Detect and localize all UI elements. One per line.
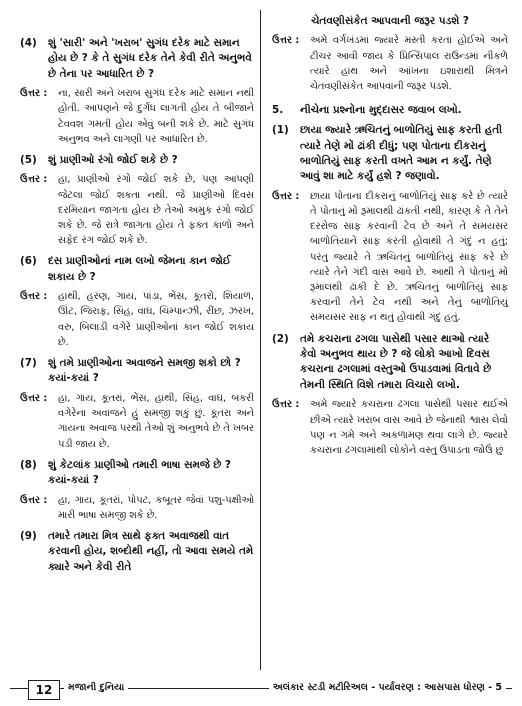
column-divider	[260, 10, 261, 670]
answer-label: ઉત્તર :	[20, 392, 48, 404]
left-column	[20, 30, 254, 575]
question-text: નીચેના પ્રશ્નોના મુદ્દાસર જવાબ લખો.	[300, 104, 462, 117]
answer-text: છાયા પોતાના દીકરાનું બાળોતિયું સાફ કરે છે ત્યારે તે પોતાનું મોં રૂમાલથી ઢાંકતી નથી, કારણ કે તે તેને દરરોજ સાફ કરવાની ટેવ છે અને તે સમયસર બાળોતિયાને સાફ કરતી હોવાથી તે ગંદું ન હતું; પરંતુ જ્યારે તે ઋચિતનું બાળોતિયું સાફ કરે છે ત્યારે તેને ગંદી વાસ આવે છે. આથી તે પોતાનું મોં રૂમાલથી ઢાંકી દે છે. ઋચિતનું બાળોતિયું સાફ કરવાની તેને ટેવ નથી અને તેનું બાળોતિયું સમયસર સાફ ન થતું હોવાથી ગંદું હતું.	[310, 190, 508, 324]
question-number: (7)	[20, 357, 37, 370]
question-number: (9)	[20, 529, 37, 542]
answer-label: ઉત્તર :	[20, 494, 48, 506]
question-text: તમારે તમારા મિત્ર સાથે ફક્ત અવાજથી વાત કરવાની હોય, શબ્દોથી નહીં, તો આવા સમયે તમે ક્યારે અને કેવી રીતે	[48, 529, 254, 573]
answer	[20, 391, 254, 452]
question-number: (2)	[272, 332, 289, 345]
question-number: (6)	[20, 255, 37, 268]
question-text: શું કેટલાંક પ્રાણીઓ તમારી ભાષા સમજે છે ? કયાં-કયાં ?	[48, 458, 231, 487]
answer-label: ઉત્તર :	[20, 88, 48, 100]
page-footer	[0, 678, 522, 700]
question-text: તમે કચરાના ઢગલા પાસેથી પસાર થાઓ ત્યારે કેવો અનુભવ થાય છે ? જે લોકો આખો દિવસ કચરાના ઢગલામાં વસ્તુઓ ઉપાડવામાં વિતાવે છે તેમની સ્થિતિ વિશે તમારા વિચારો લખો.	[300, 332, 492, 391]
page-number: 12	[28, 680, 60, 700]
question-number: (4)	[20, 37, 37, 49]
question	[20, 458, 254, 489]
answer	[20, 172, 254, 248]
answer	[20, 493, 254, 523]
answer-text: હાથી, હરણ, ગાય, પાંડા, ભેંસ, કૂતરો, શિયાળ, ઊંટ, જિરાફ, સિંહ, વાઘ, ચિમ્પાન્ઝી, રીંછ, ઝરખ, વરુ, બિલાડી વગેરે પ્રાણીઓનાં કાન જોઈ શકાય છે.	[58, 291, 254, 348]
question-text: શું તમે પ્રાણીઓના અવાજને સમજી શકો છો ? કયાં-કયાં ?	[48, 357, 241, 385]
answer	[272, 33, 508, 94]
question	[272, 332, 508, 394]
question	[20, 254, 254, 285]
answer-text: અમે જ્યારે કચરાના ઢગલા પાસેથી પસાર થઈએ છીએ ત્યારે ખરાબ વાસ આવે છે જેનાથી શ્વાસ લેવો પણ ન ગમે અને અકળામણ થવા લાગે છે. જ્યારે કચરાના ઢગલામાંથી લોકોને વસ્તુ ઉપાડતા જોઉં છું	[310, 399, 508, 456]
book-title: મજાની દુનિયા	[64, 682, 128, 693]
answer-text: હા, પ્રાણીઓ રંગો જોઈ શકે છે, પણ આપણી જેટલા જોઈ શકતા નથી. જે પ્રાણીઓ દિવસ દરમિયાન જાગતા હોય છે તેઓ અમુક રંગો જોઈ શકે છે. જે રાત્રે જાગતા હોય તે ફક્ત કાળો અને સફેદ રંગ જોઈ શકે છે.	[58, 174, 254, 247]
question	[20, 153, 254, 168]
question-number: 5.	[272, 104, 284, 117]
question	[20, 36, 254, 82]
right-column	[272, 14, 508, 458]
answer	[20, 289, 254, 350]
answer-text: હા, ગાય, કૂતરાં, ભેંસ, હાથી, સિંહ, વાઘ, બકરી વગેરેના અવાજને હું સમજી શકું છું. કૂતરા અને ગાયના અવાજ પરથી તેઓ શું અનુભવે છે તે ખબર પડી જાય છે.	[58, 392, 254, 450]
question-text: દસ પ્રાણીઓનાં નામ લખો જેમના કાન જોઈ શકાય છે ?	[48, 255, 231, 283]
answer-label: ઉત્તર :	[20, 174, 48, 186]
continued-question: ચેતવણીસંકેત આપવાની જરૂર પડશે ?	[311, 15, 469, 27]
answer	[20, 86, 254, 147]
question-number: (1)	[272, 124, 289, 137]
answer-label: ઉત્તર :	[272, 35, 300, 47]
series-title: અલંકાર સ્ટડી મટીરિઅલ - પર્યાવરણ : આસપાસ ધોરણ - 5	[269, 682, 506, 693]
answer-label: ઉત્તર :	[272, 190, 300, 202]
answer-label: ઉત્તર :	[20, 291, 48, 303]
answer	[272, 189, 508, 326]
question	[272, 123, 508, 185]
question	[20, 529, 254, 575]
question	[20, 356, 254, 387]
question-text: શું 'સારી' અને 'ખરાબ' સુગંધ દરેક માટે સમાન હોય છે ? કે તે સુગંધ દરેક તેને કેવી રીતે અનુભવે છે તેના પર આધારિત છે ?	[48, 37, 252, 80]
answer-text: હા, ગાય, કૂતરાં, પોપટ, કબૂતર જેવાં પશુ-પક્ષીઓ મારી ભાષા સમજી શકે છે.	[58, 494, 254, 521]
question-text: છાયા જ્યારે ઋચિતનું બાળોતિયું સાફ કરતી હતી ત્યારે તેણે મોં ઢાંકી દીધું; પણ પોતાના દીકરાનું બાળોતિયું સાફ કરતી વખતે આમ ન કર્યું. તેણે આવું શા માટે કર્યું હશે ? જણાવો.	[300, 124, 503, 183]
answer-label: ઉત્તર :	[272, 399, 300, 411]
question-number: (8)	[20, 458, 37, 471]
answer-text: ના, સારી અને ખરાબ સુગંધ દરેક માટે સમાન નથી હોતી. આપણને જે દુર્ગંધ લાગતી હોય તે બીજાને ટેવવશ ગમતી હોય એવું બની શકે છે. માટે સુગંધ અનુભવ અને લાગણી પર આધારિત છે.	[58, 88, 254, 145]
answer-text: અમે વર્ગખંડમાં જ્યારે મસ્તી કરતા હોઈએ અને ટીચર આવી જાય કે પ્રિન્સિપાલ રાઉન્ડમાં નીકળે ત્યારે હાથ અને આંખના ઇશારાથી મિત્રને ચેતવણીસંકેત આપવાની જરૂર પડશે.	[310, 35, 508, 93]
section-heading	[272, 104, 508, 117]
question-number: (5)	[20, 154, 37, 167]
question-text: શું પ્રાણીઓ રંગો જોઈ શકે છે ?	[48, 154, 178, 167]
answer	[272, 397, 508, 458]
